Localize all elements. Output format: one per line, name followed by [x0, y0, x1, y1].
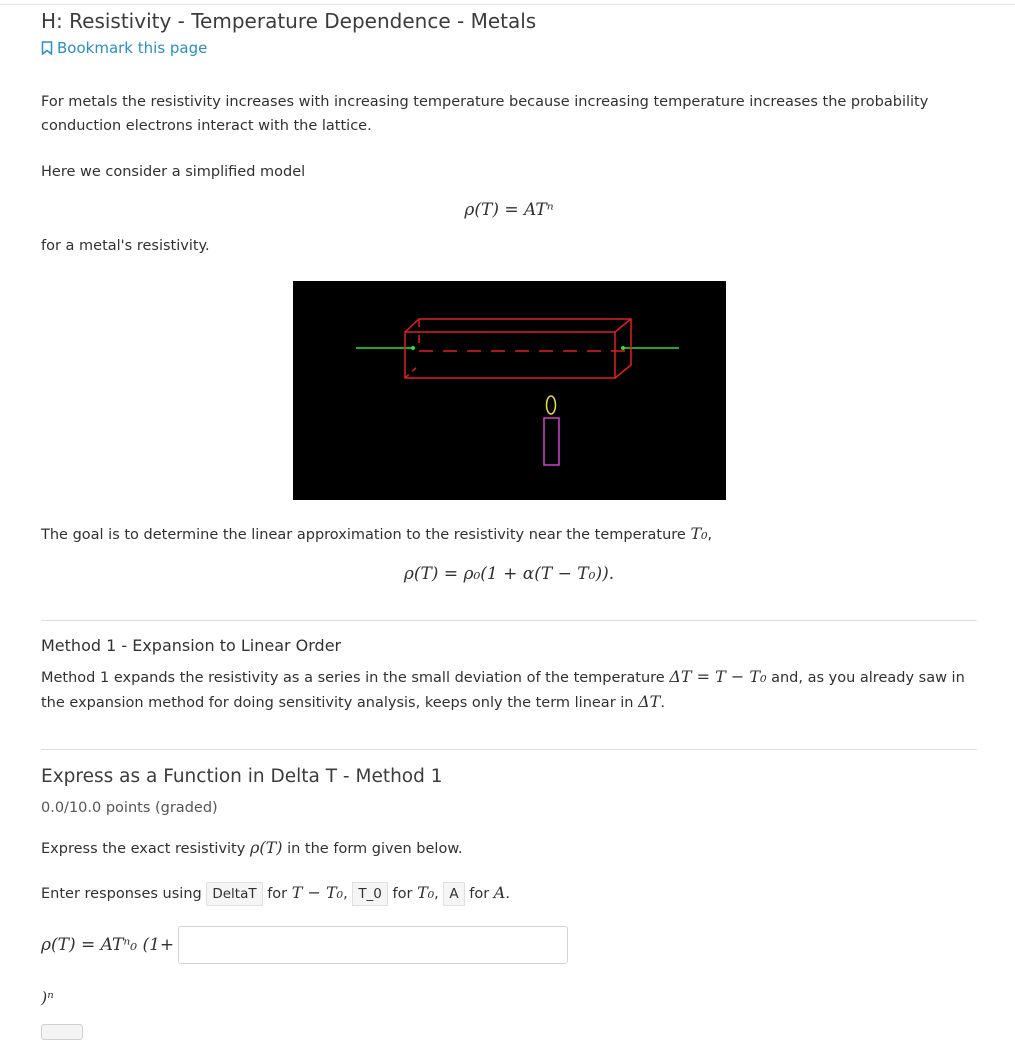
rho-t-symbol: ρ(T): [249, 838, 283, 857]
linear-approx-equation: ρ(T) = ρ₀(1 + α(T − T₀)).: [403, 564, 615, 584]
answer-formula-row: [41, 926, 568, 964]
bookmark-icon: [41, 41, 53, 55]
figure-svg: [293, 281, 726, 500]
intro-paragraph: For metals the resistivity increases with increasing temperature because increasing temperature increases the probability conduction electrons interact with the lattice.: [41, 94, 929, 134]
candle-flame: [547, 396, 556, 414]
method1-title: Method 1 - Expansion to Linear Order: [41, 636, 342, 655]
problem-title: Express as a Function in Delta T - Method 1: [41, 766, 443, 787]
submit-button-partial[interactable]: [41, 1024, 83, 1040]
resistor-box: [405, 319, 631, 378]
section-divider: [41, 620, 977, 621]
left-terminal: [411, 346, 415, 350]
formula-suffix: )ⁿ: [41, 988, 54, 1007]
top-divider: [0, 4, 1015, 5]
delta-t-definition: ΔT = T − T₀: [669, 667, 767, 686]
code-t0: T_0: [352, 882, 388, 906]
formula-prefix: ρ(T) = ATⁿ₀ (1+: [41, 935, 175, 955]
candle-body: [544, 418, 559, 465]
answer-input[interactable]: [178, 926, 568, 964]
model-intro: Here we consider a simplified model: [41, 164, 306, 180]
code-a: A: [443, 882, 464, 906]
code-deltat: DeltaT: [206, 882, 262, 906]
method1-text: Method 1 expands the resistivity as a series in the small deviation of the temperature ΔT = T − T₀ and, as you already saw in the expansion method for doing sensitivity analysis, keeps only the term linear in ΔT.: [41, 667, 965, 711]
bookmark-button[interactable]: [41, 38, 211, 58]
points-label: 0.0/10.0 points (graded): [41, 800, 218, 816]
problem-prompt: Express the exact resistivity ρ(T) in the form given below.: [41, 838, 463, 857]
model-equation: ρ(T) = ATⁿ: [464, 200, 554, 220]
bookmark-label: Bookmark this page: [57, 39, 208, 57]
input-instructions: Enter responses using DeltaT for T − T₀, T_0 for T₀, A for A.: [41, 881, 510, 906]
right-terminal: [621, 346, 625, 350]
resistor-heating-figure: [293, 281, 726, 500]
problem-divider: [41, 749, 977, 750]
delta-t-symbol: ΔT: [638, 692, 661, 711]
t0-symbol: T₀: [690, 524, 708, 543]
problem-page: [41, 8, 977, 1007]
page-title: H: Resistivity - Temperature Dependence - Metals: [41, 9, 537, 33]
model-caption: for a metal's resistivity.: [41, 238, 210, 254]
goal-paragraph: The goal is to determine the linear approximation to the resistivity near the temperature T₀,: [41, 524, 713, 543]
